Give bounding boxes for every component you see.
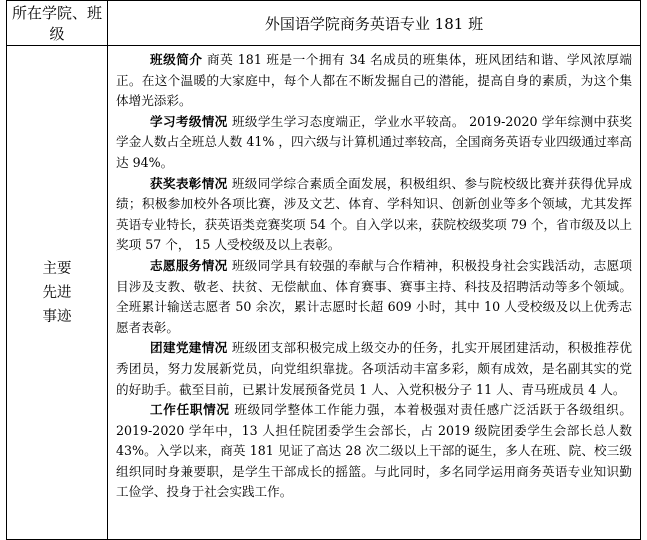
- label-line: 先进: [42, 284, 72, 301]
- college-class-value: 外国语学院商务英语专业 181 班: [108, 1, 641, 46]
- paragraph-heading: 学习考级情况: [150, 113, 228, 129]
- paragraph-text: 班级同学具有较强的奉献与合作精神，积极投身社会实践活动，志愿项目涉及支教、敬老、扶贫、无偿献血、体育赛事、赛事主持、科技及招聘活动等多个领域。全班累计输送志愿者 50 余次，累计志愿时长超 609 小时，其中 10 人受校级及以上优秀志愿者表彰。: [116, 257, 632, 335]
- header-row: [7, 1, 641, 46]
- paragraph-text: 班级同学整体工作能力强，本着极强对责任感广泛活跃于各级组织。2019-2020 学年中，13 人担任院团委学生会部长，占 2019 级院团委学生会部长总人数 43%。入学以来，商英 181 见证了高达 28 次二级以上干部的诞生，多人在班、院、校三级组织同时身兼要职，是学生干部成长的摇篮。与此同时，多名同学运用商务英语专业知识勤工俭学、投身于社会实践工作。: [116, 402, 632, 500]
- college-class-label: 所在学院、班级: [7, 1, 108, 46]
- paragraph-heading: 团建党建情况: [150, 340, 228, 356]
- paragraph-party-league: [116, 338, 632, 400]
- main-deeds-content: [108, 46, 641, 540]
- main-deeds-label: [7, 46, 108, 540]
- paragraph-heading: 工作任职情况: [150, 402, 230, 418]
- paragraph-study-exams: [116, 112, 632, 174]
- paragraph-text: 班级同学综合素质全面发展，积极组织、参与院校级比赛并获得优异成绩；积极参加校外各项比赛，涉及文艺、体育、学科知识、创新创业等多个领域，尤其发挥英语专业特长，获英语类竞赛奖项 54 个。自入学以来，获院校级奖项 79 个，省市级及以上奖项 57 个， 15 人受校级及以上表彰。: [116, 175, 632, 253]
- paragraph-heading: 获奖表彰情况: [150, 175, 228, 191]
- paragraph-text: 商英 181 班是一个拥有 34 名成员的班集体，班风团结和谐、学风浓厚端正。在这个温暖的大家庭中，每个人都在不断发掘自己的潜能，提高自身的素质，为这个集体增光添彩。: [116, 52, 632, 109]
- paragraph-awards: [116, 174, 632, 256]
- paragraph-text: 班级团支部积极完成上级交办的任务，扎实开展团建活动，积极推荐优秀团员，努力发展新党员，向党组织靠拢。各项活动丰富多彩，颇有成效，是名副其实的党的好助手。截至目前，已累计发展预备党员 1 人、入党积极分子 11 人、青马班成员 4 人。: [116, 340, 632, 397]
- paragraph-positions: [116, 400, 632, 503]
- deeds-row: [7, 46, 641, 540]
- class-record-table: [6, 0, 641, 540]
- paragraph-class-intro: [116, 50, 632, 112]
- paragraph-heading: 志愿服务情况: [150, 257, 228, 273]
- label-line: 主要: [42, 260, 72, 277]
- paragraph-text: 班级学生学习态度端正，学业水平较高。 2019-2020 学年综测中获奖学金人数占全班总人数 41% ，四六级与计算机通过率较高，全国商务英语专业四级通过率高达 94%。: [116, 113, 633, 170]
- paragraph-volunteer: [116, 256, 632, 338]
- paragraph-heading: 班级简介: [150, 52, 203, 67]
- label-line: 事迹: [42, 308, 72, 325]
